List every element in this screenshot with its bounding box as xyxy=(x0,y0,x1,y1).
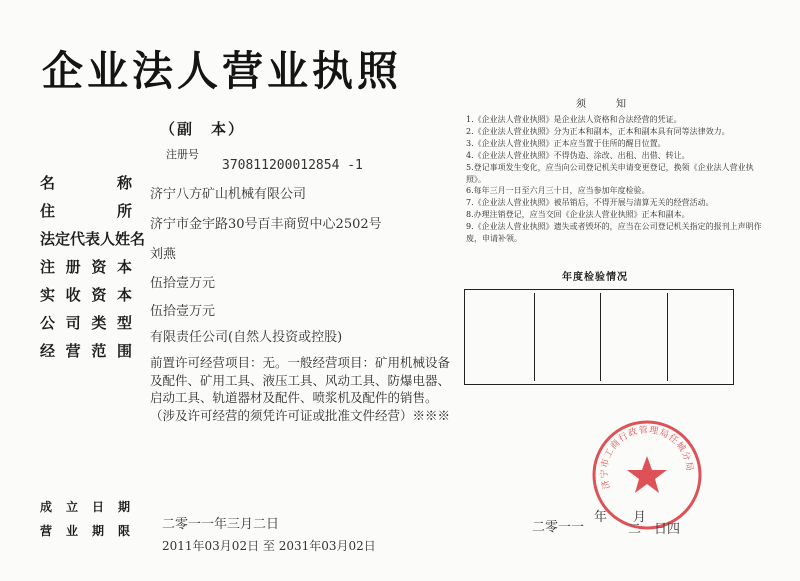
label-registered-capital: 注 册 资 本 xyxy=(40,258,132,276)
inspection-title: 年度检验情况 xyxy=(562,272,628,283)
registration-number: 370811200012854 -1 xyxy=(222,158,363,173)
notice-list xyxy=(466,114,766,245)
value-paid-capital: 伍拾壹万元 xyxy=(150,304,216,319)
stamp-date-day: 二 日四 xyxy=(628,522,681,537)
notice-item: 3.《企业法人营业执照》正本应当置于住所的醒目位置。 xyxy=(466,138,666,148)
value-company-type: 有限责任公司(自然人投资或控股) xyxy=(150,330,343,345)
copy-mark: （副 本） xyxy=(160,120,246,138)
label-paid-capital: 实 收 资 本 xyxy=(40,286,132,304)
value-business-term: 2011年03月02日 至 2031年03月02日 xyxy=(162,539,376,553)
notice-item: 8.办理注销登记，应当交回《企业法人营业执照》正本和副本。 xyxy=(466,210,690,220)
label-business-scope: 经 营 范 围 xyxy=(40,342,132,360)
notice-item: 4.《企业法人营业执照》不得伪造、涂改、出租、出借、转让。 xyxy=(466,150,690,160)
notice-item: 7.《企业法人营业执照》被吊销后，不得开展与清算无关的经营活动。 xyxy=(466,198,714,208)
stamp-date-month: 年 月 xyxy=(594,510,647,525)
notice-title: 须 知 xyxy=(576,99,636,110)
value-established-date: 二零一一年三月二日 xyxy=(162,517,280,532)
label-established-date: 成 立 日 期 xyxy=(40,500,130,514)
label-company-type: 公 司 类 型 xyxy=(40,314,132,332)
inspection-cell xyxy=(600,293,664,381)
value-business-scope: 前置许可经营项目：无。一般经营项目：矿用机械设备及配件、矿用工具、液压工具、风动工具、防爆电器、启动工具、轨道器材及配件、喷浆机及配件的销售。（涉及许可经营的须凭许可证或批准文件经营）※※※ xyxy=(150,355,451,423)
svg-text:济宁市工商行政管理局任城分局: 济宁市工商行政管理局任城分局 xyxy=(599,425,695,491)
stamp-date-year: 二零一一 xyxy=(532,520,585,535)
inspection-cell xyxy=(468,293,531,381)
value-legal-representative: 刘燕 xyxy=(150,247,177,262)
inspection-table xyxy=(464,289,734,385)
page-title: 企业法人营业执照 xyxy=(42,47,402,95)
label-address: 住 所 xyxy=(40,202,132,220)
notice-item: 2.《企业法人营业执照》分为正本和副本，正本和副本具有同等法律效力。 xyxy=(466,126,730,136)
notice-item: 9.《企业法人营业执照》遗失或者毁坏的，应当在公司登记机关指定的报刊上声明作废，申请补领。 xyxy=(466,222,762,244)
label-legal-representative: 法定代表人姓名 xyxy=(40,230,146,248)
notice-item: 5.登记事项发生变化，应当向公司登记机关申请变更登记，换领《企业法人营业执照》。 xyxy=(466,162,754,184)
notice-item: 1.《企业法人营业执照》是企业法人资格和合法经营的凭证。 xyxy=(466,115,682,124)
label-business-term: 营 业 期 限 xyxy=(40,524,130,538)
notice-item: 6.每年三月一日至六月三十日，应当参加年度检验。 xyxy=(466,186,650,196)
value-company-name: 济宁八方矿山机械有限公司 xyxy=(150,187,307,202)
inspection-cell xyxy=(534,293,598,381)
value-address: 济宁市金宇路30号百丰商贸中心2502号 xyxy=(150,217,382,232)
inspection-cell xyxy=(667,293,731,381)
value-registered-capital: 伍拾壹万元 xyxy=(150,276,216,291)
registration-label: 注册号 xyxy=(166,148,199,161)
label-name: 名 称 xyxy=(40,174,132,192)
